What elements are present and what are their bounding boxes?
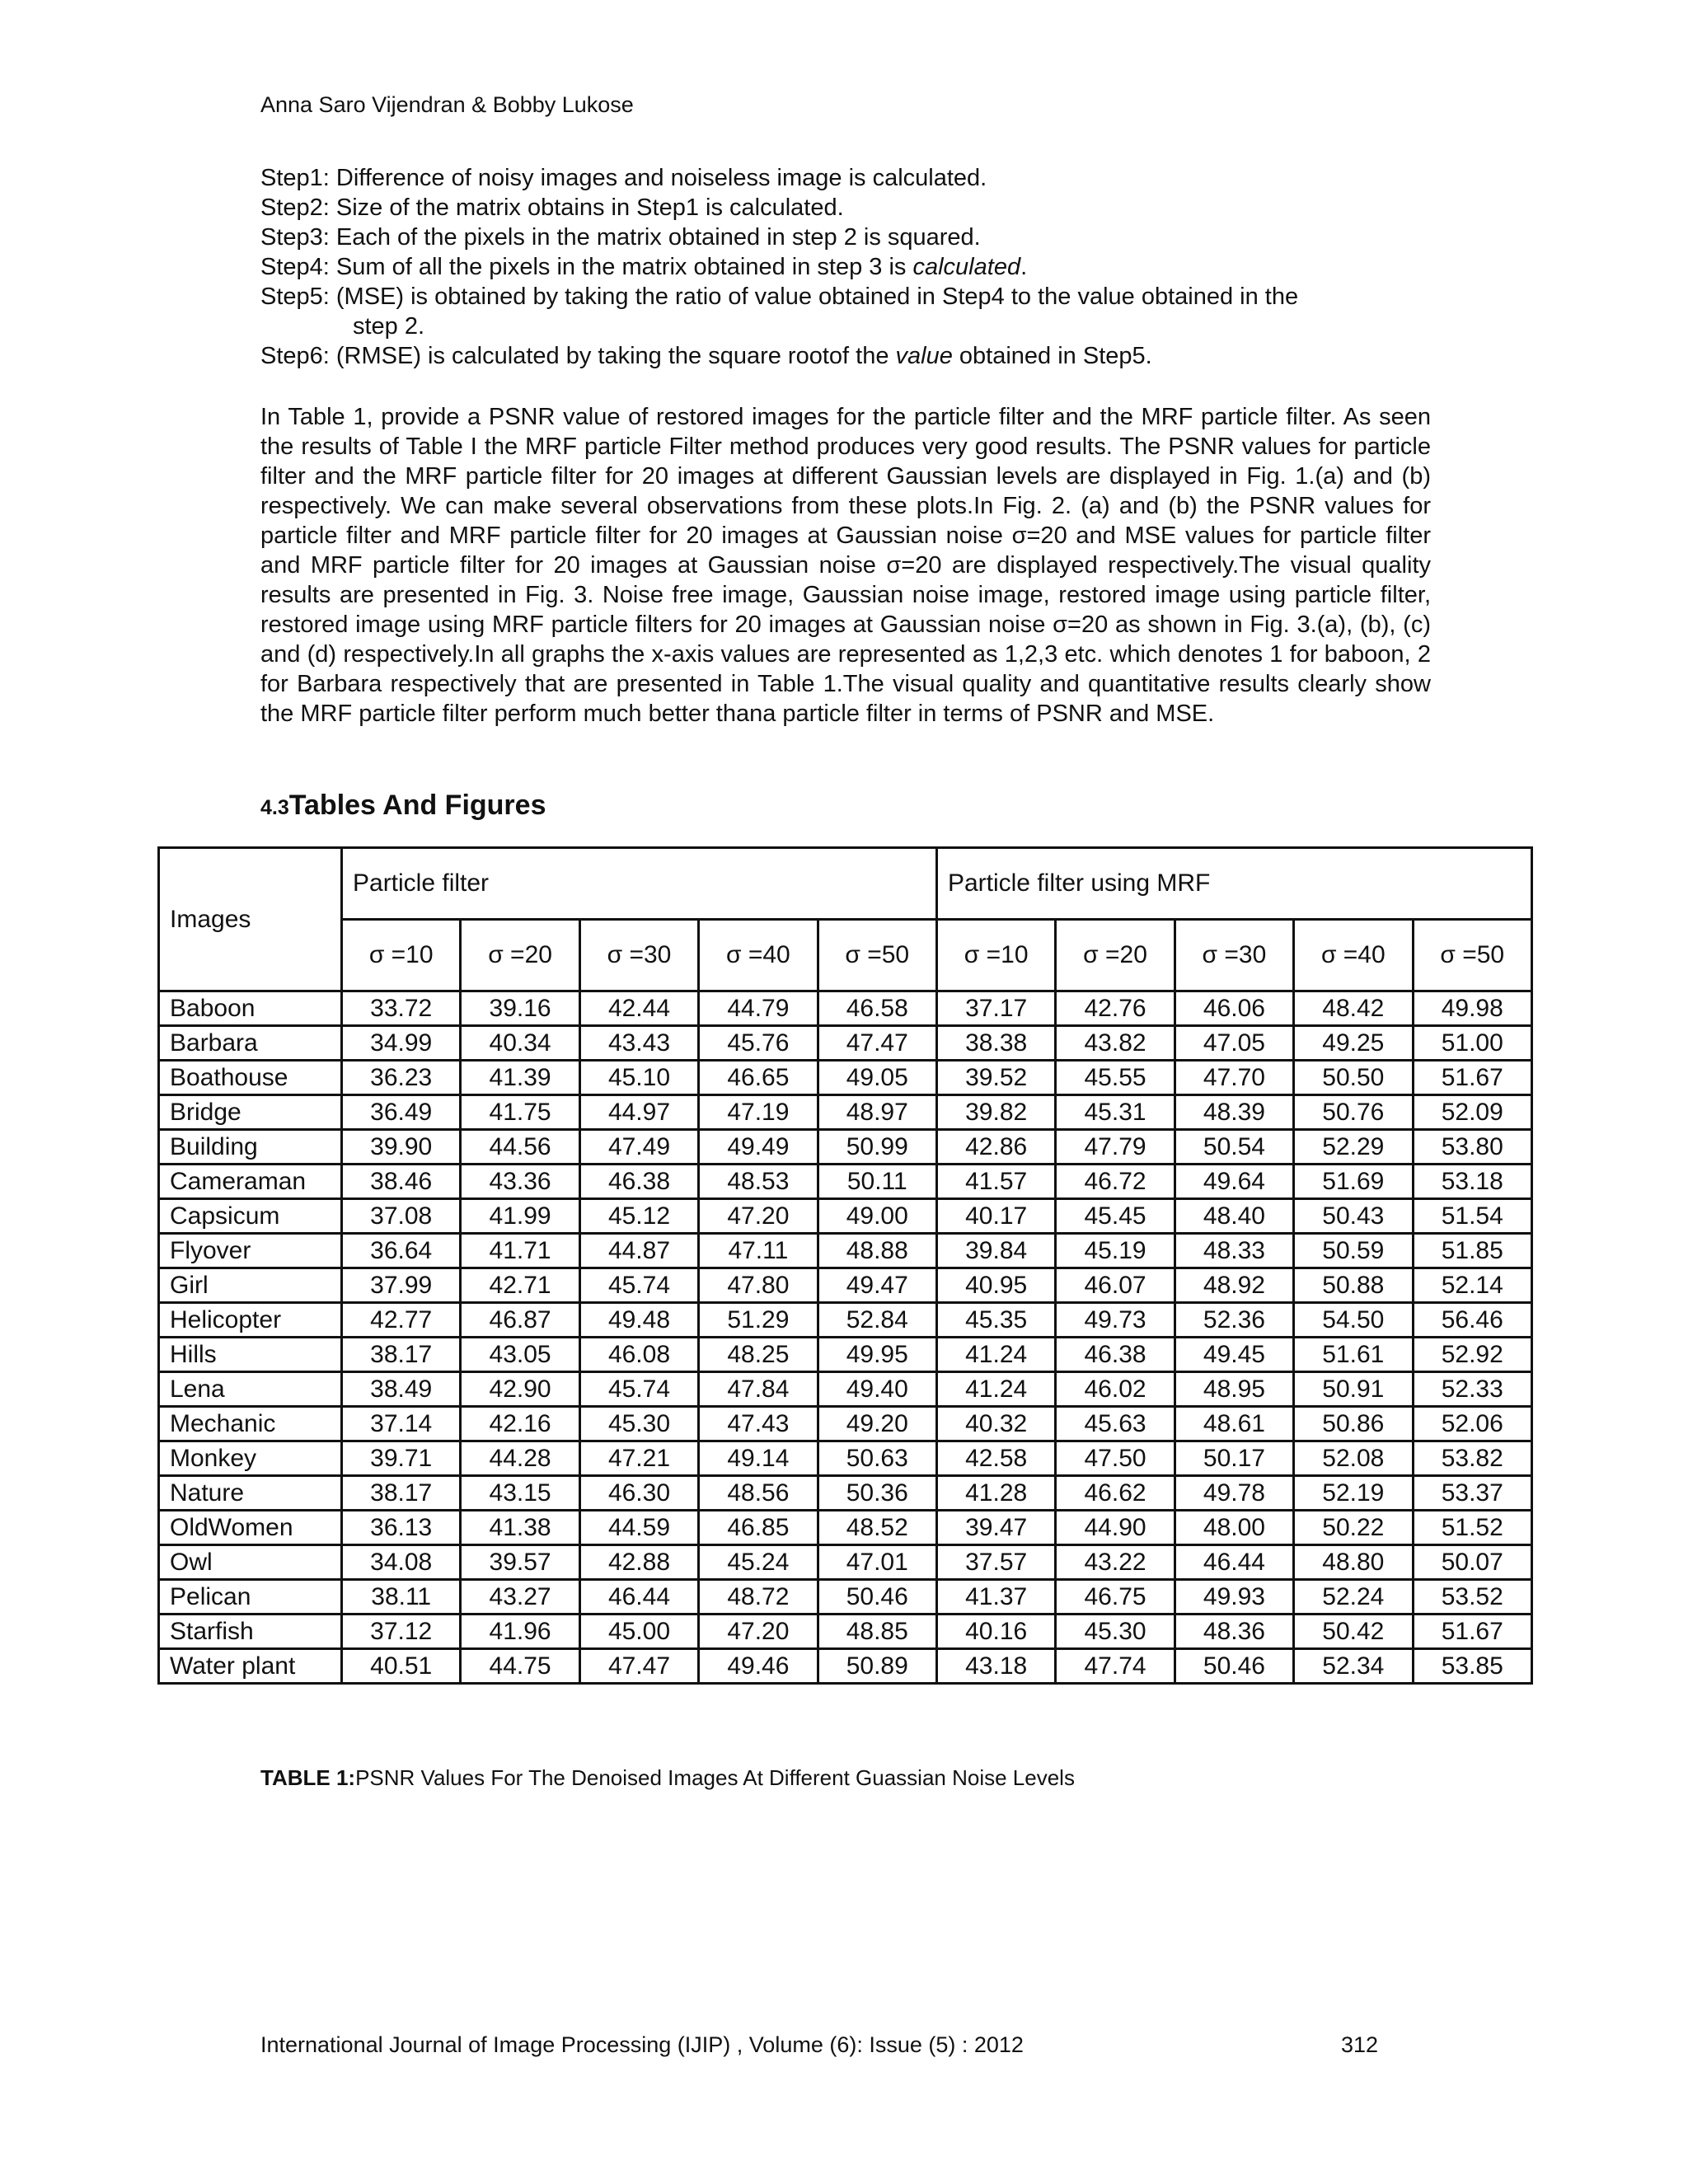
psnr-value-cell: 46.65: [699, 1061, 818, 1095]
psnr-value-cell: 46.06: [1175, 991, 1293, 1026]
psnr-value-cell: 40.34: [461, 1026, 579, 1061]
image-name-cell: Capsicum: [159, 1199, 342, 1234]
psnr-value-cell: 45.35: [936, 1303, 1055, 1338]
psnr-value-cell: 41.71: [461, 1234, 579, 1268]
image-name-cell: OldWomen: [159, 1511, 342, 1545]
psnr-value-cell: 39.90: [342, 1130, 461, 1165]
psnr-value-cell: 50.46: [1175, 1649, 1293, 1684]
psnr-value-cell: 52.36: [1175, 1303, 1293, 1338]
psnr-value-cell: 44.79: [699, 991, 818, 1026]
psnr-value-cell: 37.17: [936, 991, 1055, 1026]
step-6-italic: value: [895, 343, 953, 369]
psnr-value-cell: 48.88: [818, 1234, 936, 1268]
psnr-value-cell: 47.70: [1175, 1061, 1293, 1095]
psnr-value-cell: 34.08: [342, 1545, 461, 1580]
image-name-cell: Mechanic: [159, 1407, 342, 1441]
psnr-value-cell: 37.14: [342, 1407, 461, 1441]
psnr-value-cell: 51.69: [1294, 1165, 1413, 1199]
psnr-value-cell: 46.44: [579, 1580, 698, 1615]
psnr-value-cell: 50.63: [818, 1441, 936, 1476]
image-name-cell: Cameraman: [159, 1165, 342, 1199]
psnr-value-cell: 48.72: [699, 1580, 818, 1615]
psnr-value-cell: 50.50: [1294, 1061, 1413, 1095]
psnr-value-cell: 52.09: [1413, 1095, 1531, 1130]
psnr-value-cell: 43.05: [461, 1338, 579, 1372]
psnr-value-cell: 47.05: [1175, 1026, 1293, 1061]
image-name-cell: Boathouse: [159, 1061, 342, 1095]
psnr-value-cell: 41.75: [461, 1095, 579, 1130]
psnr-value-cell: 50.07: [1413, 1545, 1531, 1580]
step-5: Step5: (MSE) is obtained by taking the ratio of value obtained in Step4 to the value obtained in the: [260, 284, 1299, 310]
psnr-value-cell: 49.98: [1413, 991, 1531, 1026]
table-row: [159, 1165, 1532, 1199]
psnr-value-cell: 50.99: [818, 1130, 936, 1165]
psnr-value-cell: 50.22: [1294, 1511, 1413, 1545]
psnr-value-cell: 42.71: [461, 1268, 579, 1303]
psnr-value-cell: 44.75: [461, 1649, 579, 1684]
image-name-cell: Owl: [159, 1545, 342, 1580]
psnr-table: [157, 846, 1533, 1685]
psnr-value-cell: 37.57: [936, 1545, 1055, 1580]
psnr-value-cell: 52.08: [1294, 1441, 1413, 1476]
psnr-value-cell: 46.58: [818, 991, 936, 1026]
footer-journal: International Journal of Image Processing (IJIP) , Volume (6): Issue (5) : 2012: [260, 2032, 1024, 2057]
psnr-value-cell: 47.47: [579, 1649, 698, 1684]
psnr-value-cell: 46.85: [699, 1511, 818, 1545]
table-row: [159, 1303, 1532, 1338]
step-2: Step2: Size of the matrix obtains in Step1 is calculated.: [260, 194, 844, 221]
psnr-value-cell: 41.24: [936, 1338, 1055, 1372]
psnr-value-cell: 39.16: [461, 991, 579, 1026]
page-number: 312: [1341, 2032, 1379, 2057]
psnr-value-cell: 48.33: [1175, 1234, 1293, 1268]
psnr-value-cell: 49.95: [818, 1338, 936, 1372]
table-row: [159, 1372, 1532, 1407]
psnr-value-cell: 51.29: [699, 1303, 818, 1338]
psnr-value-cell: 50.86: [1294, 1407, 1413, 1441]
psnr-value-cell: 48.56: [699, 1476, 818, 1511]
psnr-value-cell: 42.86: [936, 1130, 1055, 1165]
image-name-cell: Nature: [159, 1476, 342, 1511]
psnr-value-cell: 43.15: [461, 1476, 579, 1511]
psnr-value-cell: 39.82: [936, 1095, 1055, 1130]
step-6-end: obtained in Step5.: [952, 343, 1152, 369]
psnr-value-cell: 42.88: [579, 1545, 698, 1580]
psnr-value-cell: 53.80: [1413, 1130, 1531, 1165]
psnr-value-cell: 41.37: [936, 1580, 1055, 1615]
psnr-value-cell: 53.18: [1413, 1165, 1531, 1199]
step-4: [260, 252, 1431, 282]
image-name-cell: Bridge: [159, 1095, 342, 1130]
image-name-cell: Baboon: [159, 991, 342, 1026]
psnr-value-cell: 50.17: [1175, 1441, 1293, 1476]
table-row: [159, 1234, 1532, 1268]
psnr-value-cell: 51.61: [1294, 1338, 1413, 1372]
psnr-value-cell: 48.39: [1175, 1095, 1293, 1130]
psnr-value-cell: 49.48: [579, 1303, 698, 1338]
step-6: [260, 341, 1431, 371]
table-row: [159, 1095, 1532, 1130]
psnr-value-cell: 45.00: [579, 1615, 698, 1649]
psnr-value-cell: 49.45: [1175, 1338, 1293, 1372]
psnr-value-cell: 43.82: [1056, 1026, 1175, 1061]
psnr-value-cell: 43.36: [461, 1165, 579, 1199]
psnr-value-cell: 48.80: [1294, 1545, 1413, 1580]
sigma-header-cell: σ =30: [1175, 920, 1293, 991]
table-row: [159, 1580, 1532, 1615]
psnr-value-cell: 47.50: [1056, 1441, 1175, 1476]
psnr-value-cell: 41.99: [461, 1199, 579, 1234]
psnr-value-cell: 50.36: [818, 1476, 936, 1511]
psnr-value-cell: 36.23: [342, 1061, 461, 1095]
psnr-value-cell: 45.19: [1056, 1234, 1175, 1268]
psnr-value-cell: 45.74: [579, 1372, 698, 1407]
caption-text: PSNR Values For The Denoised Images At Different Guassian Noise Levels: [355, 1765, 1075, 1790]
psnr-value-cell: 51.54: [1413, 1199, 1531, 1234]
psnr-value-cell: 49.73: [1056, 1303, 1175, 1338]
image-name-cell: Hills: [159, 1338, 342, 1372]
table-row: [159, 1441, 1532, 1476]
psnr-value-cell: 49.47: [818, 1268, 936, 1303]
psnr-value-cell: 36.49: [342, 1095, 461, 1130]
sigma-header-cell: σ =10: [342, 920, 461, 991]
psnr-value-cell: 52.14: [1413, 1268, 1531, 1303]
table-row: [159, 1615, 1532, 1649]
psnr-value-cell: 45.74: [579, 1268, 698, 1303]
psnr-value-cell: 43.18: [936, 1649, 1055, 1684]
psnr-value-cell: 45.55: [1056, 1061, 1175, 1095]
psnr-value-cell: 44.87: [579, 1234, 698, 1268]
table-body: [159, 991, 1532, 1684]
psnr-value-cell: 40.95: [936, 1268, 1055, 1303]
psnr-value-cell: 49.46: [699, 1649, 818, 1684]
step-5-continuation: step 2.: [353, 313, 425, 340]
psnr-value-cell: 42.77: [342, 1303, 461, 1338]
psnr-value-cell: 48.00: [1175, 1511, 1293, 1545]
psnr-value-cell: 41.96: [461, 1615, 579, 1649]
psnr-value-cell: 38.17: [342, 1338, 461, 1372]
psnr-value-cell: 45.30: [579, 1407, 698, 1441]
image-name-cell: Building: [159, 1130, 342, 1165]
psnr-value-cell: 49.40: [818, 1372, 936, 1407]
image-name-cell: Barbara: [159, 1026, 342, 1061]
psnr-value-cell: 46.07: [1056, 1268, 1175, 1303]
psnr-value-cell: 45.63: [1056, 1407, 1175, 1441]
section-number: 4.3: [260, 796, 289, 819]
sigma-header-cell: σ =50: [818, 920, 936, 991]
table-caption: [260, 1765, 1075, 1791]
psnr-value-cell: 46.44: [1175, 1545, 1293, 1580]
sigma-header-cell: σ =10: [936, 920, 1055, 991]
psnr-value-cell: 45.76: [699, 1026, 818, 1061]
psnr-value-cell: 47.74: [1056, 1649, 1175, 1684]
psnr-value-cell: 38.17: [342, 1476, 461, 1511]
psnr-value-cell: 38.49: [342, 1372, 461, 1407]
psnr-value-cell: 49.00: [818, 1199, 936, 1234]
psnr-value-cell: 33.72: [342, 991, 461, 1026]
psnr-value-cell: 41.28: [936, 1476, 1055, 1511]
psnr-value-cell: 48.25: [699, 1338, 818, 1372]
psnr-value-cell: 51.85: [1413, 1234, 1531, 1268]
psnr-value-cell: 34.99: [342, 1026, 461, 1061]
psnr-value-cell: 36.13: [342, 1511, 461, 1545]
psnr-value-cell: 45.24: [699, 1545, 818, 1580]
psnr-value-cell: 50.88: [1294, 1268, 1413, 1303]
psnr-value-cell: 52.34: [1294, 1649, 1413, 1684]
images-header: Images: [159, 848, 342, 991]
psnr-value-cell: 52.84: [818, 1303, 936, 1338]
psnr-value-cell: 46.38: [1056, 1338, 1175, 1372]
psnr-value-cell: 54.50: [1294, 1303, 1413, 1338]
psnr-value-cell: 47.21: [579, 1441, 698, 1476]
image-name-cell: Pelican: [159, 1580, 342, 1615]
psnr-value-cell: 52.06: [1413, 1407, 1531, 1441]
psnr-value-cell: 53.82: [1413, 1441, 1531, 1476]
psnr-value-cell: 41.38: [461, 1511, 579, 1545]
psnr-value-cell: 44.56: [461, 1130, 579, 1165]
table-row: [159, 1026, 1532, 1061]
psnr-value-cell: 47.80: [699, 1268, 818, 1303]
psnr-value-cell: 36.64: [342, 1234, 461, 1268]
table-row: [159, 1649, 1532, 1684]
table-row: [159, 1476, 1532, 1511]
psnr-value-cell: 50.89: [818, 1649, 936, 1684]
sigma-header-cell: σ =40: [699, 920, 818, 991]
psnr-value-cell: 49.93: [1175, 1580, 1293, 1615]
caption-label: TABLE 1:: [260, 1765, 356, 1790]
psnr-value-cell: 50.43: [1294, 1199, 1413, 1234]
psnr-value-cell: 49.49: [699, 1130, 818, 1165]
psnr-value-cell: 39.71: [342, 1441, 461, 1476]
table-row: [159, 1407, 1532, 1441]
table-row: [159, 991, 1532, 1026]
psnr-value-cell: 45.30: [1056, 1615, 1175, 1649]
sigma-header-cell: σ =20: [1056, 920, 1175, 991]
table-header-row-2: [159, 920, 1532, 991]
step-4-end: .: [1020, 254, 1028, 280]
table-row: [159, 1130, 1532, 1165]
sigma-header-cell: σ =50: [1413, 920, 1531, 991]
psnr-value-cell: 46.62: [1056, 1476, 1175, 1511]
psnr-value-cell: 49.20: [818, 1407, 936, 1441]
psnr-value-cell: 47.43: [699, 1407, 818, 1441]
psnr-value-cell: 53.85: [1413, 1649, 1531, 1684]
section-heading: [260, 790, 546, 822]
psnr-value-cell: 47.47: [818, 1026, 936, 1061]
psnr-value-cell: 53.52: [1413, 1580, 1531, 1615]
group-header-mrf: Particle filter using MRF: [936, 848, 1531, 920]
image-name-cell: Girl: [159, 1268, 342, 1303]
psnr-value-cell: 49.14: [699, 1441, 818, 1476]
psnr-value-cell: 45.31: [1056, 1095, 1175, 1130]
psnr-value-cell: 46.02: [1056, 1372, 1175, 1407]
psnr-value-cell: 37.12: [342, 1615, 461, 1649]
psnr-value-cell: 42.58: [936, 1441, 1055, 1476]
psnr-value-cell: 39.52: [936, 1061, 1055, 1095]
psnr-value-cell: 47.79: [1056, 1130, 1175, 1165]
body-paragraph: In Table 1, provide a PSNR value of restored images for the particle filter and the MRF particle filter. As seen the results of Table I the MRF particle Filter method produces very good results. The PSNR values for particle filter and the MRF particle filter for 20 images at different Gaussian levels are displayed in Fig. 1.(a) and (b) respectively. We can make several observations from these plots.In Fig. 2. (a) and (b) the PSNR values for particle filter and MRF particle filter for 20 images at Gaussian noise σ=20 and MSE values for particle filter and MRF particle filter for 20 images at Gaussian noise σ=20 are displayed respectively.The visual quality results are presented in Fig. 3. Noise free image, Gaussian noise image, restored image using particle filter, restored image using MRF particle filters for 20 images at Gaussian noise σ=20 as shown in Fig. 3.(a), (b), (c) and (d) respectively.In all graphs the x-axis values are represented as 1,2,3 etc. which denotes 1 for baboon, 2 for Barbara respectively that are presented in Table 1.The visual quality and quantitative results clearly show the MRF particle filter perform much better thana particle filter in terms of PSNR and MSE.: [260, 404, 1431, 727]
psnr-value-cell: 46.08: [579, 1338, 698, 1372]
psnr-value-cell: 48.85: [818, 1615, 936, 1649]
image-name-cell: Monkey: [159, 1441, 342, 1476]
psnr-value-cell: 48.42: [1294, 991, 1413, 1026]
psnr-value-cell: 49.05: [818, 1061, 936, 1095]
psnr-value-cell: 51.67: [1413, 1061, 1531, 1095]
psnr-value-cell: 39.84: [936, 1234, 1055, 1268]
psnr-value-cell: 45.10: [579, 1061, 698, 1095]
psnr-value-cell: 42.90: [461, 1372, 579, 1407]
psnr-value-cell: 38.11: [342, 1580, 461, 1615]
step-4-italic: calculated: [912, 254, 1021, 280]
sigma-header-cell: σ =20: [461, 920, 579, 991]
psnr-value-cell: 52.19: [1294, 1476, 1413, 1511]
psnr-value-cell: 45.12: [579, 1199, 698, 1234]
psnr-value-cell: 49.64: [1175, 1165, 1293, 1199]
psnr-value-cell: 37.99: [342, 1268, 461, 1303]
psnr-value-cell: 48.40: [1175, 1199, 1293, 1234]
psnr-value-cell: 38.46: [342, 1165, 461, 1199]
psnr-value-cell: 47.19: [699, 1095, 818, 1130]
table-row: [159, 1545, 1532, 1580]
psnr-value-cell: 48.61: [1175, 1407, 1293, 1441]
psnr-value-cell: 50.54: [1175, 1130, 1293, 1165]
sigma-header-cell: σ =30: [579, 920, 698, 991]
psnr-value-cell: 43.43: [579, 1026, 698, 1061]
psnr-value-cell: 47.84: [699, 1372, 818, 1407]
psnr-value-cell: 50.91: [1294, 1372, 1413, 1407]
psnr-value-cell: 56.46: [1413, 1303, 1531, 1338]
psnr-value-cell: 47.01: [818, 1545, 936, 1580]
psnr-value-cell: 48.97: [818, 1095, 936, 1130]
psnr-value-cell: 48.52: [818, 1511, 936, 1545]
psnr-value-cell: 37.08: [342, 1199, 461, 1234]
step-4-text: Step4: Sum of all the pixels in the matrix obtained in step 3 is: [260, 254, 913, 280]
psnr-value-cell: 38.38: [936, 1026, 1055, 1061]
psnr-value-cell: 50.42: [1294, 1615, 1413, 1649]
psnr-value-cell: 39.57: [461, 1545, 579, 1580]
psnr-value-cell: 47.20: [699, 1199, 818, 1234]
table-row: [159, 1338, 1532, 1372]
psnr-value-cell: 41.57: [936, 1165, 1055, 1199]
psnr-value-cell: 50.11: [818, 1165, 936, 1199]
psnr-value-cell: 52.92: [1413, 1338, 1531, 1372]
psnr-value-cell: 44.97: [579, 1095, 698, 1130]
psnr-value-cell: 48.53: [699, 1165, 818, 1199]
psnr-value-cell: 47.49: [579, 1130, 698, 1165]
psnr-value-cell: 50.46: [818, 1580, 936, 1615]
step-3: Step3: Each of the pixels in the matrix obtained in step 2 is squared.: [260, 224, 981, 251]
psnr-value-cell: 41.24: [936, 1372, 1055, 1407]
psnr-value-cell: 40.32: [936, 1407, 1055, 1441]
psnr-value-cell: 47.20: [699, 1615, 818, 1649]
psnr-value-cell: 39.47: [936, 1511, 1055, 1545]
table-row: [159, 1061, 1532, 1095]
psnr-value-cell: 41.39: [461, 1061, 579, 1095]
psnr-value-cell: 42.44: [579, 991, 698, 1026]
table-header-row-1: [159, 848, 1532, 920]
psnr-value-cell: 48.92: [1175, 1268, 1293, 1303]
psnr-value-cell: 44.59: [579, 1511, 698, 1545]
psnr-value-cell: 51.00: [1413, 1026, 1531, 1061]
psnr-value-cell: 51.52: [1413, 1511, 1531, 1545]
sigma-header-cell: σ =40: [1294, 920, 1413, 991]
psnr-value-cell: 52.24: [1294, 1580, 1413, 1615]
section-title: Tables And Figures: [288, 790, 546, 821]
psnr-value-cell: 46.75: [1056, 1580, 1175, 1615]
psnr-value-cell: 40.16: [936, 1615, 1055, 1649]
image-name-cell: Helicopter: [159, 1303, 342, 1338]
psnr-value-cell: 40.17: [936, 1199, 1055, 1234]
psnr-value-cell: 50.59: [1294, 1234, 1413, 1268]
psnr-value-cell: 50.76: [1294, 1095, 1413, 1130]
psnr-value-cell: 46.30: [579, 1476, 698, 1511]
psnr-value-cell: 48.95: [1175, 1372, 1293, 1407]
psnr-value-cell: 46.72: [1056, 1165, 1175, 1199]
psnr-value-cell: 43.22: [1056, 1545, 1175, 1580]
step-1: Step1: Difference of noisy images and noiseless image is calculated.: [260, 165, 987, 191]
image-name-cell: Flyover: [159, 1234, 342, 1268]
psnr-value-cell: 40.51: [342, 1649, 461, 1684]
table-row: [159, 1199, 1532, 1234]
psnr-value-cell: 43.27: [461, 1580, 579, 1615]
running-header: Anna Saro Vijendran & Bobby Lukose: [260, 92, 634, 117]
psnr-value-cell: 42.16: [461, 1407, 579, 1441]
psnr-value-cell: 46.87: [461, 1303, 579, 1338]
image-name-cell: Starfish: [159, 1615, 342, 1649]
table-row: [159, 1511, 1532, 1545]
image-name-cell: Water plant: [159, 1649, 342, 1684]
psnr-value-cell: 48.36: [1175, 1615, 1293, 1649]
psnr-value-cell: 52.29: [1294, 1130, 1413, 1165]
psnr-value-cell: 52.33: [1413, 1372, 1531, 1407]
step-6-text: Step6: (RMSE) is calculated by taking the square rootof the: [260, 343, 896, 369]
psnr-value-cell: 51.67: [1413, 1615, 1531, 1649]
psnr-value-cell: 44.28: [461, 1441, 579, 1476]
group-header-particle-filter: Particle filter: [342, 848, 937, 920]
table-row: [159, 1268, 1532, 1303]
psnr-value-cell: 42.76: [1056, 991, 1175, 1026]
psnr-value-cell: 49.78: [1175, 1476, 1293, 1511]
step-list: [260, 163, 1431, 371]
psnr-value-cell: 45.45: [1056, 1199, 1175, 1234]
image-name-cell: Lena: [159, 1372, 342, 1407]
psnr-value-cell: 47.11: [699, 1234, 818, 1268]
psnr-value-cell: 44.90: [1056, 1511, 1175, 1545]
psnr-value-cell: 46.38: [579, 1165, 698, 1199]
psnr-value-cell: 53.37: [1413, 1476, 1531, 1511]
psnr-value-cell: 49.25: [1294, 1026, 1413, 1061]
